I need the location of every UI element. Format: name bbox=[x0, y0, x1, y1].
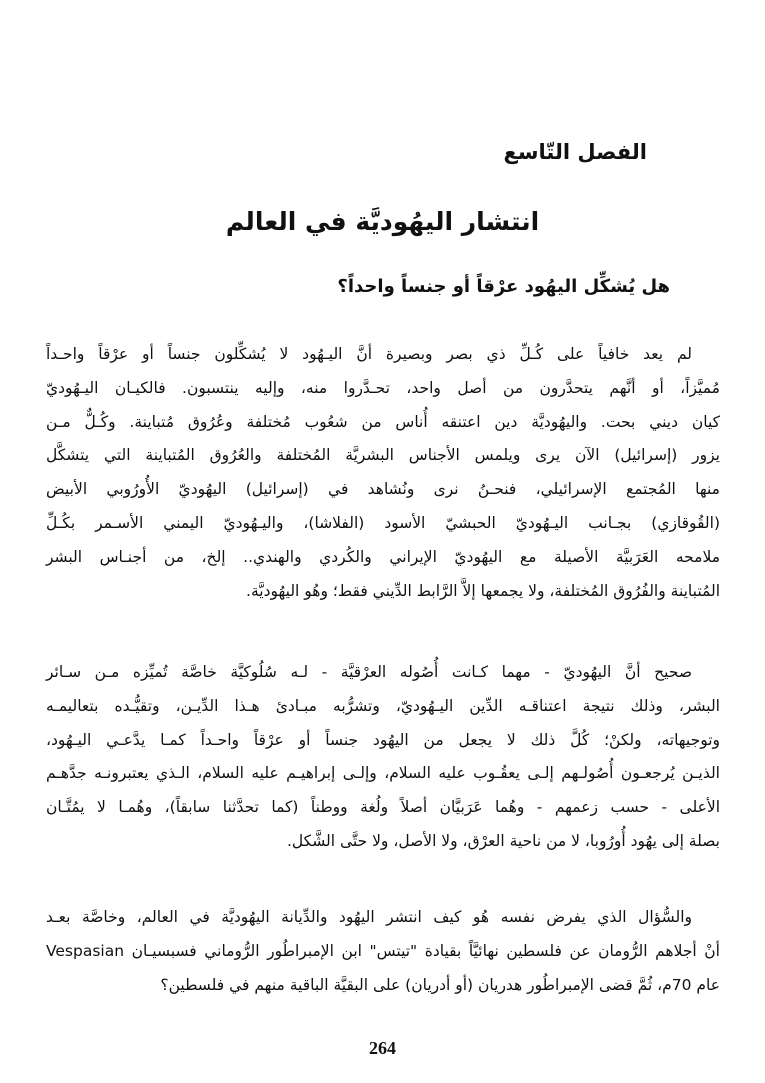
text-line: لم يعد خافياً على كُـلِّ ذي بصر وبصيرة أنَّ اليـهُود لا يُشكِّلون جنساً أو عرْقاً واحـداً bbox=[46, 345, 692, 363]
paragraph-1 bbox=[46, 338, 720, 608]
text-line: بصلة إلى يهُود أُورُوبا، لا من ناحية العرْق، ولا الأصل، ولا حتَّى الشَّكل. bbox=[286, 831, 720, 850]
section-heading: هل يُشكِّل اليهُود عرْقاً أو جنساً واحداً؟ bbox=[337, 276, 670, 297]
text-line: منها المُجتمع الإسرائيلي، فنحـنُ نرى ونُشاهد في (إسرائيل) اليهُوديّ الأُورُوبي الأبيض bbox=[46, 480, 720, 499]
text-line: المُتباينة والفُرُوق المُختلفة، ولا يجمعها إلاَّ الرَّابط الدِّيني فقط؛ وهُو اليهُوديَّة. bbox=[246, 581, 720, 600]
text-line: صحيح أنَّ اليهُوديّ - مهما كـانت أُصُوله العرْقيَّة - لـه سُلُوكيَّة خاصَّة تُميِّزه مـن سـائر bbox=[46, 663, 692, 681]
chapter-title: انتشار اليهُوديَّة في العالم bbox=[225, 207, 540, 236]
text-line: كيان ديني بحت. واليهُوديَّة دين اعتنقه أُناس من شعُوب مُختلفة وعُرُوق مُتباينة. وكُـلٌّ مـن bbox=[46, 412, 720, 431]
chapter-label: الفصل التّاسع bbox=[503, 140, 647, 164]
text-line: ملامحه العَرَبيَّة الأصيلة مع اليهُوديّ الإيراني والكُردي والهندي.. إلخ، من أجنـاس البشر bbox=[46, 547, 720, 566]
text-line: مُميَّزاً، أو أنَّهم يتحدَّرون من أصل واحد، تحـدَّروا منه، وإليه ينتسبون. فالكيـان اليـهُوديّ bbox=[46, 378, 720, 397]
paragraph-2 bbox=[46, 656, 720, 859]
text-line: يزور (إسرائيل) الآن يرى ويلمس الأجناس البشريَّة المُختلفة والعُرُوق المُتباينة التي يتشكَّل bbox=[46, 446, 720, 465]
text-line: وتوجيهاته، ولكنْ؛ كُلَّ ذلك لا يجعل من اليهُود جنساً أو عرْقاً واحـداً كمـا يدَّعـي اليـهُود، bbox=[46, 730, 720, 749]
text-line: الأعلى - حسب زعمهم - وهُما عَرَبيَّان أصلاً ولُغة ووطناً (كما تحدَّثنا سابقاً)، وهُمـا لا يمُتَّـان bbox=[46, 798, 720, 817]
page-number: 264 bbox=[369, 1038, 396, 1058]
paragraph-3 bbox=[46, 901, 720, 1002]
text-line: أنْ أجلاهم الرُّومان عن فلسطين نهائيَّاً بقيادة "تيتس" ابن الإمبراطُور الرُّوماني فسبسيـان Vespasian bbox=[46, 941, 720, 960]
text-line: والسُّؤال الذي يفرض نفسه هُو كيف انتشر اليهُود والدِّيانة اليهُوديَّة في العالم، وخاصَّة بعـد bbox=[46, 908, 692, 926]
text-line: الذيـن يُرجعـون أُصُولـهم إلـى يعقُـوب عليه السلام، وإلـى إبراهيـم عليه السلام، الـذي يعتبرونـه جدَّهـم bbox=[46, 764, 720, 783]
text-line: البشر، وذلك نتيجة اعتناقـه الدِّين اليـهُوديّ، وتشرُّبه مبـادئ هـذا الدِّيـن، وتقيُّـده بتعاليمـه bbox=[46, 696, 720, 715]
text-line: (القُوقازي) بجـانب اليـهُوديّ الحبشيّ الأسود (الفلاشا)، واليـهُوديّ اليمني الأسـمر بكُـلِّ bbox=[46, 513, 720, 532]
text-line: عام 70م، ثُمَّ قضى الإمبراطُور هدريان (أو أدريان) على البقيَّة الباقية منهم في فلسطين؟ bbox=[160, 975, 720, 994]
